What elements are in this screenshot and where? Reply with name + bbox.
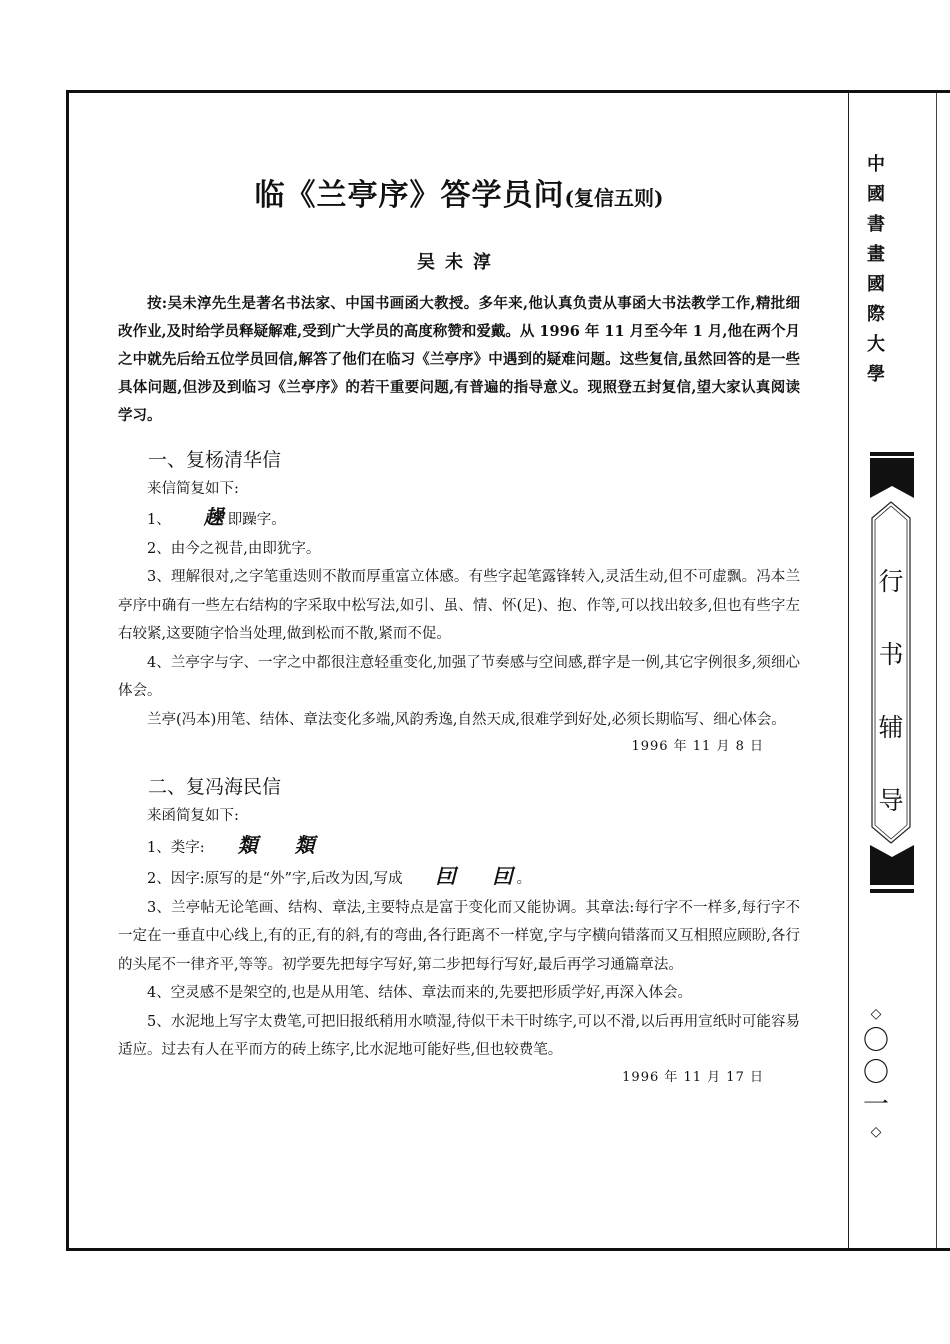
diamond-icon: ◇ — [870, 1124, 882, 1140]
article-body — [118, 170, 800, 1091]
banner-top-bar — [870, 452, 914, 456]
banner-top-cap — [870, 458, 914, 498]
letter1-item4: 4、兰亭字与字、一字之中都很注意轻重变化,加强了节奏感与空间感,群字是一例,其它字例很多,须细心体会。 — [118, 654, 800, 699]
frame-top-border — [66, 90, 950, 93]
handwritten-glyph-lei-b: 類 — [294, 832, 315, 857]
letter2-item2-prefix: 2、因字:原写的是“外”字,后改为因,写成 — [147, 871, 403, 887]
letter2-date: 1996 年 11 月 17 日 — [622, 1069, 764, 1085]
school-char: 學 — [867, 364, 885, 385]
page-digit: 〇 — [862, 1058, 889, 1088]
sidebar-outer-line — [936, 93, 937, 1248]
editor-note — [118, 290, 800, 430]
school-char: 國 — [867, 274, 885, 295]
letter1-item1-suffix: 即躁字。 — [227, 512, 286, 528]
page-number-vertical — [860, 1003, 892, 1143]
title-main: 临《兰亭序》答学员问 — [254, 178, 565, 213]
letter1-item3: 3、理解很对,之字笔重迭则不散而厚重富立体感。有些字起笔露锋转入,灵活生动,但不可虚飘。冯本兰亭序中确有一些左右结构的字采取中松写法,如引、虽、情、怀(足)、抱、作等,可以找出较多,但也有些字左右较紧,这要随字恰当处理,做到松而不散,紧而不促。 — [118, 569, 800, 642]
letter2-item5: 5、水泥地上写字太费笔,可把旧报纸稍用水喷湿,待似干未干时练字,可以不滑,以后再用宣纸时可能容易适应。过去有人在平而方的砖上练字,比水泥地可能好些,但也较费笔。 — [118, 1013, 800, 1058]
letter2-item1-prefix: 1、类字: — [147, 839, 205, 856]
school-char: 畫 — [867, 244, 885, 265]
letter1-heading: 一、复杨清华信 — [148, 448, 282, 471]
banner-char: 行 — [878, 567, 904, 596]
page-digit: 一 — [862, 1090, 889, 1120]
handwritten-glyph-yin-a: 囙 — [435, 864, 456, 888]
letter2-item4: 4、空灵感不是架空的,也是从用笔、结体、章法而来的,先要把形质学好,再深入体会。 — [147, 985, 693, 1001]
letter1-item2: 2、由今之视昔,由即犹字。 — [147, 540, 321, 557]
section-banner-text — [866, 545, 916, 837]
letter2-item2-suffix: 。 — [516, 871, 532, 887]
school-char: 中 — [867, 154, 885, 175]
letter1-date: 1996 年 11 月 8 日 — [631, 739, 764, 754]
school-char: 際 — [867, 304, 885, 325]
handwritten-glyph-yin-b: 囙 — [492, 864, 513, 888]
handwritten-glyph-zao: 趮 — [203, 505, 224, 529]
letter1-closing: 兰亭(冯本)用笔、结体、章法变化多端,风韵秀逸,自然天成,很难学到好处,必须长期临写、细心体会。 — [147, 711, 786, 728]
letter2-item1 — [118, 831, 800, 863]
banner-char: 书 — [878, 640, 904, 669]
school-char: 書 — [867, 214, 885, 235]
page-digit: 〇 — [862, 1026, 889, 1056]
diamond-icon: ◇ — [870, 1006, 882, 1022]
letter2-intro: 来函简复如下: — [147, 808, 239, 824]
letter1-item1-prefix: 1、 — [147, 512, 171, 528]
school-char: 國 — [867, 184, 885, 205]
letter2-heading: 二、复冯海民信 — [148, 776, 282, 798]
frame-left-border — [66, 90, 69, 1251]
banner-bottom-cap — [870, 845, 914, 885]
frame-bottom-border — [66, 1248, 950, 1251]
article-title — [118, 170, 800, 214]
letter2-item3: 3、兰亭帖无论笔画、结构、章法,主要特点是富于变化而又能协调。其章法:每行字不一样多,每行字不一定在一垂直中心线上,有的正,有的斜,有的弯曲,各行距离不一样宽,字与字横向错落而又互相照应顾盼,各行的头尾不一律齐平,等等。初学要先把每字写好,第二步把每行写好,最后再学习通篇章法。 — [118, 899, 800, 973]
note-body: 吴未淳先生是著名书法家、中国书画函大教授。多年来,他认真负责从事函大书法教学工作,精批细改作业,及时给学员释疑解难,受到广大学员的高度称赞和爱戴。从 1996 年 11 月至今年 1 月,他在两个月之中就先后给五位学员回信,解答了他们在临习《兰亭序》中遇到的疑难问题。这些复信,虽然回答的是一些具体问题,但涉及到临习《兰亭序》的若干重要问题,有普遍的指导意义。现照登五封复信,望大家认真阅读学习。 — [118, 295, 800, 424]
handwritten-glyph-lei-a: 類 — [237, 832, 258, 857]
banner-char: 辅 — [878, 713, 904, 742]
school-char: 大 — [867, 334, 885, 355]
title-subtitle: (复信五则) — [564, 186, 664, 210]
author-name: 吴未淳 — [417, 252, 501, 273]
sidebar-divider — [848, 93, 849, 1248]
letter2-item2 — [118, 862, 800, 894]
note-lead: 按: — [147, 295, 168, 312]
letter1-intro: 来信简复如下: — [147, 480, 239, 497]
banner-char: 导 — [878, 786, 904, 815]
banner-bottom-bar — [870, 889, 914, 893]
school-name-vertical — [858, 150, 894, 390]
letter1-item1 — [118, 503, 800, 535]
